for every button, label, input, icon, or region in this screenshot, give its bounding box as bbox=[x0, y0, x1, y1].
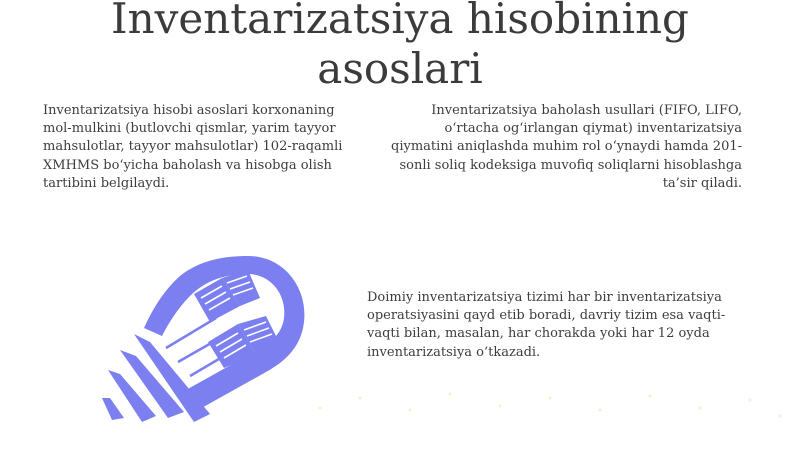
slide-title: Inventarizatsiya hisobining asoslari bbox=[111, 0, 689, 93]
paragraph-right: Inventarizatsiya baholash usullari (FIFO, LIFO, o‘rtacha og‘irlangan qiymat) inventarizatsiya qiymatini aniqlashda muhim rol o‘ynaydi hamda 201-sonli soliq kodeksiga muvofiq soliqlarni hisoblashga ta’sir qiladi. bbox=[391, 103, 742, 191]
decorative-dots bbox=[300, 380, 800, 449]
paragraph-left: Inventarizatsiya hisobi asoslari korxonaning mol-mulkini (butlovchi qismlar, yarim tayyor mahsulotlar, tayyor mahsulotlar) 102-raqamli XMHMS bo‘yicha baholash va hisobga olish tartibini belgilaydi. bbox=[43, 103, 343, 191]
paragraph-bottom: Doimiy inventarizatsiya tizimi har bir inventarizatsiya operatsiyasini qayd etib boradi, davriy tizim esa vaqti-vaqti bilan, masalan, har chorakda yoki har 12 oyda inventarizatsiya o‘tkazadi. bbox=[367, 290, 726, 360]
lightbulb-book-icon bbox=[98, 250, 313, 425]
